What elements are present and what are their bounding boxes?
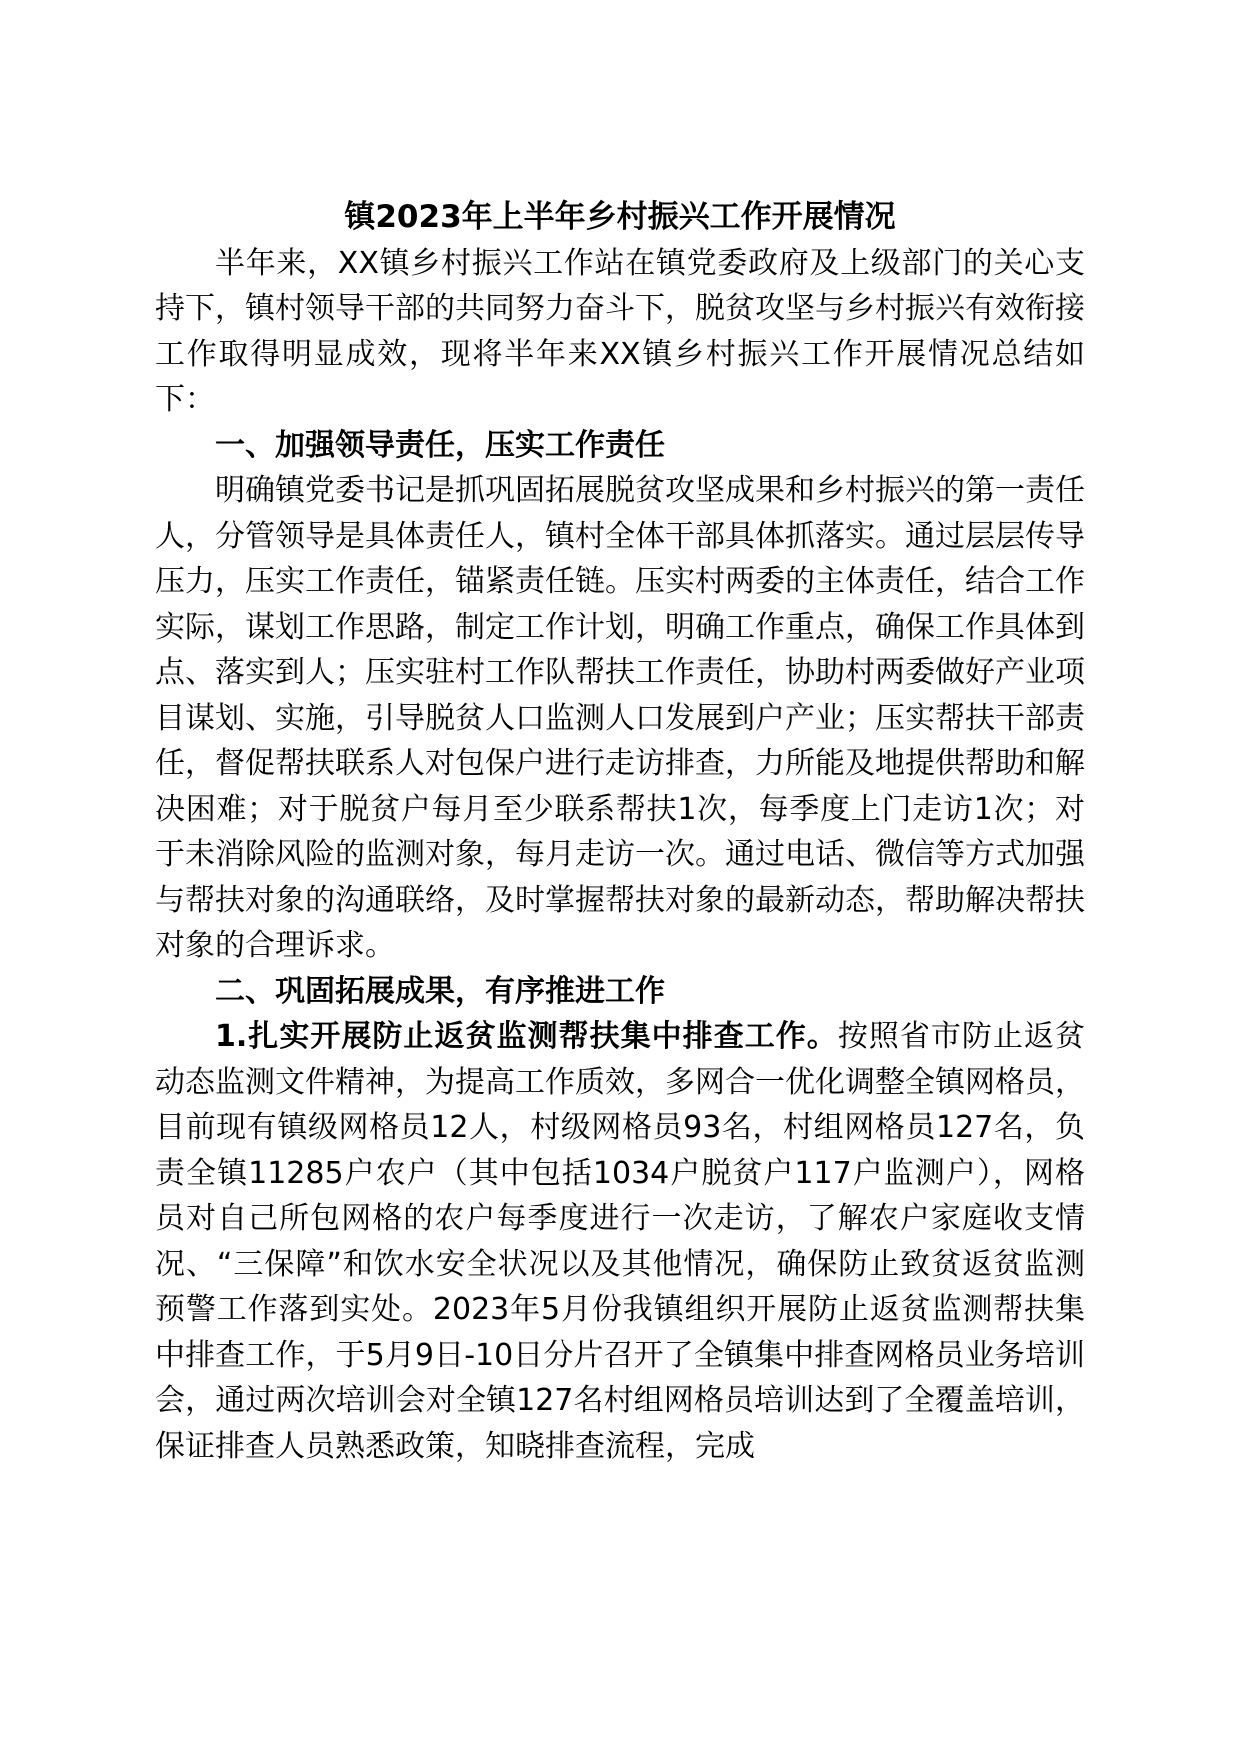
section-2-item-1-body: 按照省市防止返贫动态监测文件精神，为提高工作质效，多网合一优化调整全镇网格员，目前现有镇级网格员12人，村级网格员93名，村组网格员127名，负责全镇11285户农户（其中包括1034户脱贫户117户监测户），网格员对自己所包网格的农户每季度进行一次走访，了解农户家庭收支情况、“三保障”和饮水安全状况以及其他情况，确保防止致贫返贫监测预警工作落到实处。2023年5月份我镇组织开展防止返贫监测帮扶集中排查工作，于5月9日-10日分片召开了全镇集中排查网格员业务培训会，通过两次培训会对全镇127名村组网格员培训达到了全覆盖培训，保证排查人员熟悉政策，知晓排查流程，完成 <box>155 1019 1085 1464</box>
document-title: 镇2023年上半年乡村振兴工作开展情况 <box>344 199 896 235</box>
section-2-item-1-paragraph <box>155 1014 1085 1469</box>
section-1-paragraph: 明确镇党委书记是抓巩固拓展脱贫攻坚成果和乡村振兴的第一责任人，分管领导是具体责任人，镇村全体干部具体抓落实。通过层层传导压力，压实工作责任，锚紧责任链。压实村两委的主体责任，结合工作实际，谋划工作思路，制定工作计划，明确工作重点，确保工作具体到点、落实到人；压实驻村工作队帮扶工作责任，协助村两委做好产业项目谋划、实施，引导脱贫人口监测人口发展到户产业；压实帮扶干部责任，督促帮扶联系人对包保户进行走访排查，力所能及地提供帮助和解决困难；对于脱贫户每月至少联系帮扶1次，每季度上门走访1次；对于未消除风险的监测对象，每月走访一次。通过电话、微信等方式加强与帮扶对象的沟通联络，及时掌握帮扶对象的最新动态，帮助解决帮扶对象的合理诉求。 <box>155 473 1085 963</box>
section-1-heading: 一、加强领导责任，压实工作责任 <box>215 427 665 463</box>
section-2-item-1-lead: 1.扎实开展防止返贫监测帮扶集中排查工作。 <box>215 1019 838 1054</box>
section-2-heading: 二、巩固拓展成果，有序推进工作 <box>215 973 665 1009</box>
intro-paragraph: 半年来，XX镇乡村振兴工作站在镇党委政府及上级部门的关心支持下，镇村领导干部的共同努力奋斗下，脱贫攻坚与乡村振兴有效衔接工作取得明显成效，现将半年来XX镇乡村振兴工作开展情况总结如下： <box>155 245 1085 417</box>
document-page <box>155 195 1085 1469</box>
